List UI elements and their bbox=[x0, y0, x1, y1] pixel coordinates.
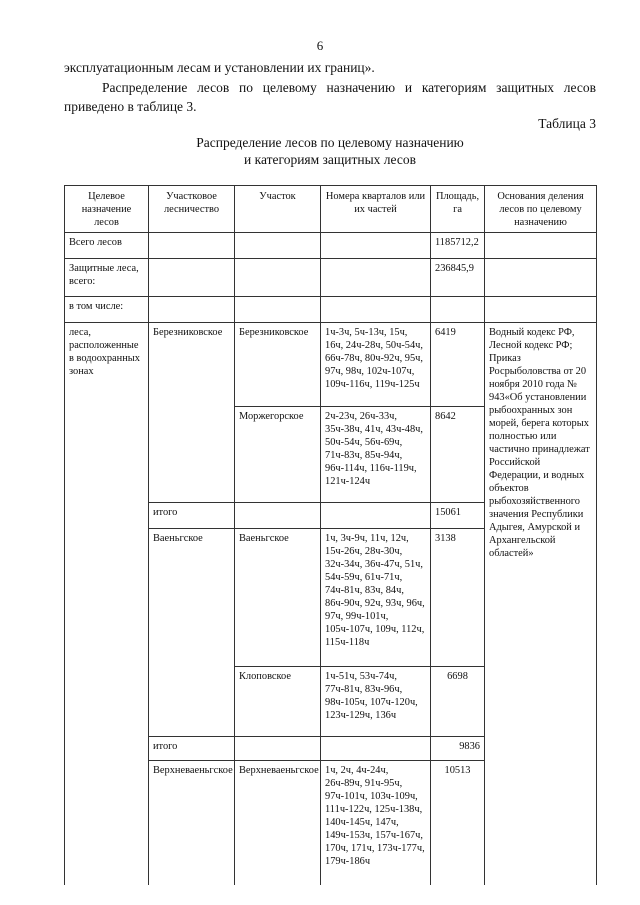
header-quarters: Номера кварталов или их частей bbox=[321, 186, 431, 233]
table-row bbox=[65, 323, 597, 407]
forest-distribution-table bbox=[64, 185, 597, 885]
v1-quarters: 1ч, 3ч-9ч, 11ч, 12ч, 15ч-26ч, 28ч-30ч, 32ч-34ч, 36ч-47ч, 51ч, 54ч-59ч, 61ч-71ч, 74ч-81ч, 83ч, 84ч, 86ч-90ч, 92ч, 93ч, 96ч, 97ч, 99ч-101ч, 105ч-107ч, 109ч, 112ч, 115ч-118ч bbox=[321, 529, 431, 667]
table-title bbox=[64, 134, 596, 168]
protective-area: 236845,9 bbox=[431, 259, 485, 297]
b1-quarters: 1ч-3ч, 5ч-13ч, 15ч, 16ч, 24ч-28ч, 50ч-54ч, 66ч-78ч, 80ч-92ч, 95ч, 97ч, 98ч, 102ч-107ч, 109ч-116ч, 119ч-125ч bbox=[321, 323, 431, 407]
subtotal1-area: 15061 bbox=[431, 503, 485, 529]
total-label: Всего лесов bbox=[65, 233, 149, 259]
table-row bbox=[65, 233, 597, 259]
table-row bbox=[65, 259, 597, 297]
table-label: Таблица 3 bbox=[538, 116, 596, 131]
table-title-line1: Распределение лесов по целевому назначению bbox=[196, 135, 464, 150]
v1-area: 3138 bbox=[431, 529, 485, 667]
vv-quarters: 1ч, 2ч, 4ч-24ч, 26ч-89ч, 91ч-95ч, 97ч-101ч, 103ч-109ч, 111ч-122ч, 125ч-138ч, 140ч-145ч, 147ч, 149ч-153ч, 157ч-167ч, 170ч, 171ч, 173ч-177ч, 179ч-186ч bbox=[321, 761, 431, 885]
v2-site: Клоповское bbox=[235, 667, 321, 737]
b1-site: Березниковское bbox=[235, 323, 321, 407]
header-site: Участок bbox=[235, 186, 321, 233]
vv-forestry: Верхневаеньгское bbox=[149, 761, 235, 885]
subtotal2-label: итого bbox=[149, 737, 235, 761]
header-basis: Основания деления лесов по целевому назначению bbox=[485, 186, 597, 233]
b1-area: 6419 bbox=[431, 323, 485, 407]
total-area: 1185712,2 bbox=[431, 233, 485, 259]
b2-quarters: 2ч-23ч, 26ч-33ч, 35ч-38ч, 41ч, 43ч-48ч, 50ч-54ч, 56ч-69ч, 71ч-83ч, 85ч-94ч, 96ч-114ч, 116ч-119ч, 121ч-124ч bbox=[321, 407, 431, 503]
table-title-line2: и категориям защитных лесов bbox=[244, 152, 416, 167]
category-label: леса, расположенные в водоохранных зонах bbox=[65, 323, 149, 885]
vv-area: 10513 bbox=[431, 761, 485, 885]
b2-site: Моржегорское bbox=[235, 407, 321, 503]
b1-forestry: Березниковское bbox=[149, 323, 235, 503]
v2-area: 6698 bbox=[431, 667, 485, 737]
basis-text: Водный кодекс РФ, Лесной кодекс РФ; Приказ Росрыболовства от 20 ноября 2010 года № 943«Об установлении рыбоохранных зон морей, берега которых полностью или частично принадлежат Российской Федерации, и водных объектов рыбохозяйственного значения Республики Адыгея, Амурской и Архангельской областей» bbox=[485, 323, 597, 885]
v2-quarters: 1ч-51ч, 53ч-74ч, 77ч-81ч, 83ч-96ч, 98ч-105ч, 107ч-120ч, 123ч-129ч, 136ч bbox=[321, 667, 431, 737]
paragraph-intro: Распределение лесов по целевому назначению и категориям защитных лесов приведено в таблице 3. bbox=[64, 80, 596, 114]
paragraph-continuation: эксплуатационным лесам и установлении их границ». bbox=[64, 60, 375, 75]
subtotal2-area: 9836 bbox=[431, 737, 485, 761]
vv-site: Верхневаеньгское bbox=[235, 761, 321, 885]
table-row bbox=[65, 297, 597, 323]
protective-label: Защитные леса, всего: bbox=[65, 259, 149, 297]
header-purpose: Целевое назначение лесов bbox=[65, 186, 149, 233]
header-forestry: Участковое лесничество bbox=[149, 186, 235, 233]
header-area: Площадь, га bbox=[431, 186, 485, 233]
subtotal1-label: итого bbox=[149, 503, 235, 529]
including-label: в том числе: bbox=[65, 297, 149, 323]
v1-forestry: Ваеньгское bbox=[149, 529, 235, 737]
table-header-row bbox=[65, 186, 597, 233]
page-number: 6 bbox=[316, 38, 324, 53]
v1-site: Ваеньгское bbox=[235, 529, 321, 667]
b2-area: 8642 bbox=[431, 407, 485, 503]
